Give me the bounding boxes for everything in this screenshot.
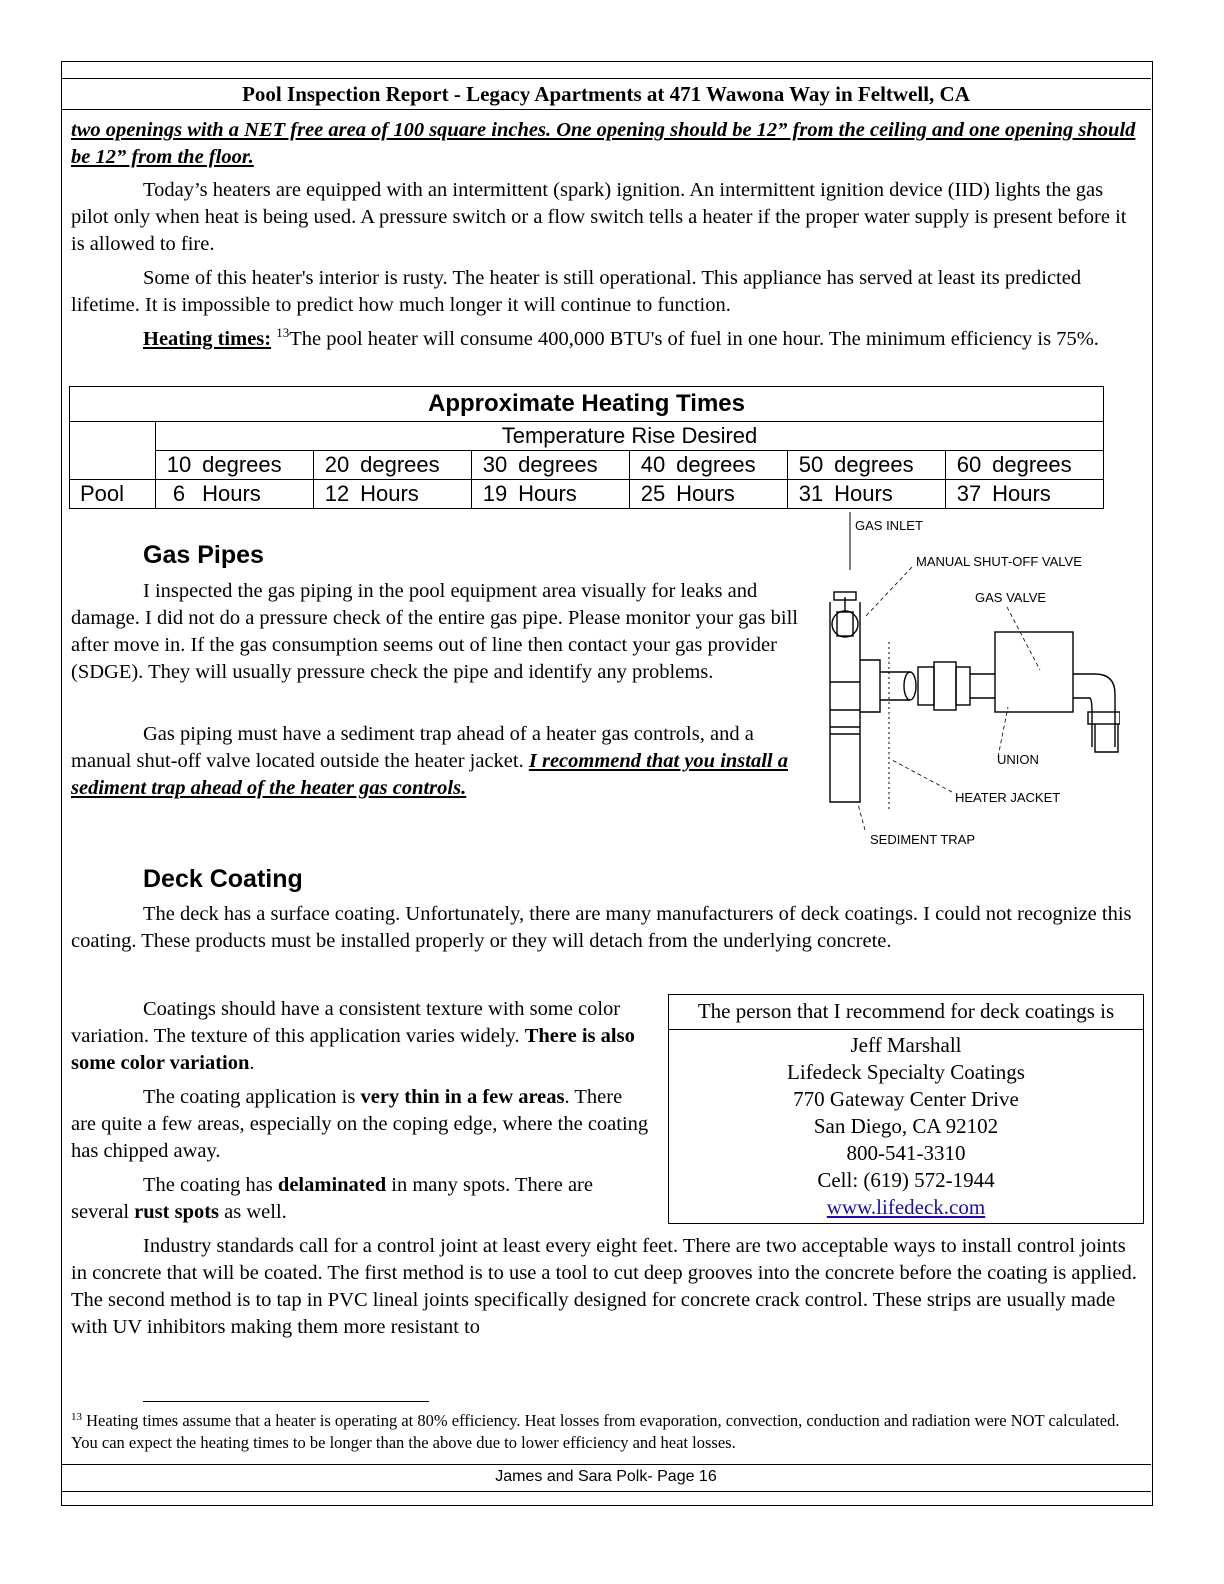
label-sediment-trap: SEDIMENT TRAP [870,832,975,847]
table-cell: 12 Hours [314,480,472,509]
continued-emphasis: two openings with a NET free area of 100 square inches. One opening should be 12” from the ceiling and one opening should be 12” from the floor. [71,119,1136,168]
ignition-paragraph [71,177,1141,258]
heating-label: Heating times: [143,328,272,350]
table-row-hours [70,480,1104,509]
table-corner-cell [70,422,156,480]
thin-text-c: . There are quite a few areas, especially on the coping edge, where the coating has chipped away. [71,1086,649,1162]
control-joint-text: Industry standards call for a control joint at least every eight feet. There are two acceptable ways to install control joints in concrete that will be coated. The first method is to use a tool to cut deep grooves into the concrete before the coating is applied. The second method is to tap in PVC lineal joints specifically designed for concrete crack control. These strips are usually made with UV inhibitors making them more resistant to [71,1235,1137,1338]
sediment-text: Gas piping must have a sediment trap ahead of a heater gas controls, and a manual shut-off valve located outside the heater jacket. [71,723,754,772]
delaminated-paragraph [71,1172,651,1226]
contact-box [668,994,1144,1224]
label-heater-jacket: HEATER JACKET [955,790,1061,805]
gas-valve-box [995,632,1073,712]
texture-text: Coatings should have a consistent texture with some color variation. The texture of this application varies widely. [71,998,621,1047]
contact-phone: 800-541-3310 [846,1141,966,1165]
table-row-degrees [70,451,1104,480]
report-title: Pool Inspection Report - Legacy Apartments at 471 Wawona Way in Feltwell, CA [242,82,970,106]
table-title: Approximate Heating Times [70,387,1104,422]
contact-cell: Cell: (619) 572-1944 [817,1168,995,1192]
table-cell: 50 degrees [788,451,946,480]
texture-period: . [249,1052,255,1074]
continued-text [71,117,1141,171]
rust-paragraph [71,265,1141,319]
deck-intro-paragraph [71,901,1141,955]
rust-spots-emphasis: rust spots [134,1201,220,1223]
table-cell: 31 Hours [788,480,946,509]
gas-inspection-paragraph [71,578,806,686]
footnote-text: Heating times assume that a heater is operating at 80% efficiency. Heat losses from evaporation, convection, conduction and radiation were NOT calculated. You can expect the heating times to be longer than the above due to lower efficiency and heat losses. [71,1411,1120,1452]
texture-paragraph [71,996,651,1077]
page-footer [61,1464,1151,1492]
heating-text: The pool heater will consume 400,000 BTU's of fuel in one hour. The minimum efficiency is 75%. [289,328,1099,350]
page-header [61,78,1151,110]
label-union: UNION [997,752,1039,767]
union-fitting [918,667,934,705]
gas-pipes-heading: Gas Pipes [143,541,264,569]
footnote-separator [143,1401,429,1402]
label-gas-valve: GAS VALVE [975,590,1047,605]
footer-text: James and Sara Polk- Page 16 [495,1468,717,1485]
delam-text-a: The coating has [143,1174,273,1196]
heating-times-table [69,386,1104,509]
manual-valve-body [832,611,858,637]
color-variation-emphasis: There is also some color variation [71,1025,635,1074]
rust-text: Some of this heater's interior is rusty. The heater is still operational. This appliance has served at least its predicted lifetime. It is impossible to predict how much longer it will continue to function. [71,267,1082,316]
footnote-ref[interactable]: 13 [276,325,290,340]
gas-inspection-text: I inspected the gas piping in the pool equipment area visually for leaks and damage. I did not do a pressure check of the entire gas pipe. Please monitor your gas bill after move in. If the gas consumption seems out of line then contact your gas provider (SDGE). They will usually pressure check the pipe and identify any problems. [71,580,798,683]
sediment-recommendation: I recommend that you install a sediment trap ahead of the heater gas controls. [71,750,788,799]
thin-text-a: The coating application is [143,1086,356,1108]
table-cell: 25 Hours [630,480,788,509]
delam-text-e: as well. [224,1201,287,1223]
table-cell: 60 degrees [946,451,1104,480]
delam-text-c: in many spots. There are several [71,1174,593,1223]
contact-website-link[interactable]: www.lifedeck.com [826,1195,986,1219]
thin-coating-paragraph [71,1084,651,1165]
footnote-number: 13 [71,1411,82,1423]
label-manual-valve: MANUAL SHUT-OFF VALVE [916,554,1082,569]
table-cell: 10 degrees [156,451,314,480]
control-joint-paragraph [71,1233,1141,1341]
heating-paragraph [71,326,1141,353]
table-cell: 37 Hours [946,480,1104,509]
table-cell: 30 degrees [472,451,630,480]
sediment-paragraph [71,721,806,802]
table-cell: 20 degrees [314,451,472,480]
table-cell: 19 Hours [472,480,630,509]
deck-coating-heading: Deck Coating [143,865,303,893]
thin-emphasis: very thin in a few areas [360,1086,565,1108]
table-cell: 40 degrees [630,451,788,480]
contact-company: Lifedeck Specialty Coatings [787,1060,1025,1084]
contact-name: Jeff Marshall [850,1033,962,1057]
contact-street: 770 Gateway Center Drive [793,1087,1019,1111]
delaminated-emphasis: delaminated [277,1174,387,1196]
gas-piping-diagram [820,512,1120,852]
ignition-text: Today’s heaters are equipped with an intermittent (spark) ignition. An intermittent ignition device (IID) lights the gas pilot only when heat is being used. A pressure switch or a flow switch tells a heater if the proper water supply is present before it is allowed to fire. [71,179,1127,255]
contact-city: San Diego, CA 92102 [813,1114,999,1138]
label-gas-inlet: GAS INLET [855,518,923,533]
deck-intro-text: The deck has a surface coating. Unfortunately, there are many manufacturers of deck coatings. I could not recognize this coating. These products must be installed properly or they will detach from the underlying concrete. [71,903,1132,952]
table-cell: 6 Hours [156,480,314,509]
table-subtitle: Temperature Rise Desired [156,422,1104,451]
contact-heading: The person that I recommend for deck coatings is [669,995,1143,1030]
footnote [71,1410,1141,1454]
table-row-label: Pool [70,480,156,509]
